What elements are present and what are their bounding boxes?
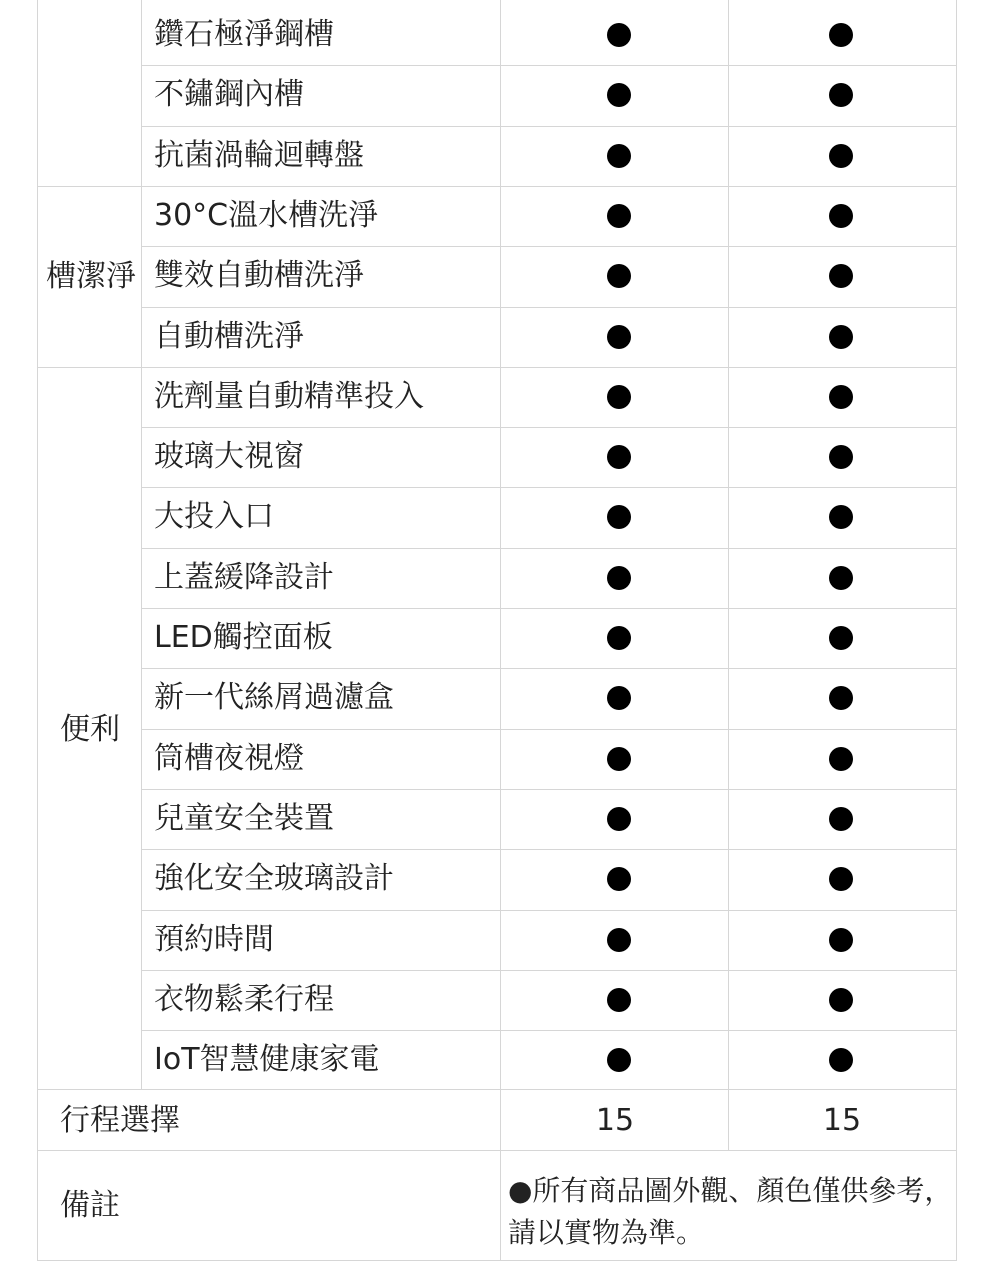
feature-dot-model-b <box>829 204 853 228</box>
program-value-a: 15 <box>595 1103 635 1138</box>
row-divider <box>141 246 957 247</box>
feature-dot-model-a <box>607 566 631 590</box>
feature-label: 鑽石極淨鋼槽 <box>154 17 334 52</box>
feature-dot-model-b <box>829 566 853 590</box>
row-divider <box>141 729 957 730</box>
table-bottom-border <box>37 1260 957 1261</box>
feature-dot-model-b <box>829 264 853 288</box>
row-divider <box>141 668 957 669</box>
feature-dot-model-b <box>829 686 853 710</box>
row-divider <box>141 126 957 127</box>
feature-label: 衣物鬆柔行程 <box>154 981 334 1017</box>
feature-label: LED觸控面板 <box>154 620 333 655</box>
remarks-text-line1: ●所有商品圖外觀、顏色僅供參考， <box>508 1174 953 1207</box>
feature-dot-model-b <box>829 807 853 831</box>
row-divider <box>141 1030 957 1031</box>
feature-dot-model-b <box>829 83 853 107</box>
feature-dot-model-a <box>607 144 631 168</box>
program-label: 行程選擇 <box>60 1103 180 1138</box>
feature-label: 上蓋緩降設計 <box>154 559 334 595</box>
table-left-border <box>37 0 38 1261</box>
feature-dot-model-a <box>607 23 631 47</box>
feature-label: 洗劑量自動精準投入 <box>154 378 424 414</box>
feature-label: 大投入口 <box>154 499 274 535</box>
feature-dot-model-a <box>607 1048 631 1072</box>
value-column-divider <box>500 0 501 1261</box>
category-divider <box>37 367 957 368</box>
row-divider <box>141 548 957 549</box>
feature-dot-model-b <box>829 505 853 529</box>
program-value-b: 15 <box>822 1103 862 1138</box>
feature-dot-model-a <box>607 385 631 409</box>
feature-dot-model-a <box>607 204 631 228</box>
feature-label: 兒童安全裝置 <box>154 800 334 836</box>
feature-dot-model-a <box>607 988 631 1012</box>
feature-label: 雙效自動槽洗淨 <box>154 258 364 294</box>
category-column-divider <box>141 0 142 1089</box>
feature-dot-model-a <box>607 325 631 349</box>
remarks-label: 備註 <box>60 1188 120 1223</box>
row-divider <box>141 910 957 911</box>
feature-label: 強化安全玻璃設計 <box>154 861 394 897</box>
feature-label: 30°C溫水槽洗淨 <box>154 197 379 233</box>
feature-label: 新一代絲屑過濾盒 <box>154 680 394 716</box>
model-column-divider <box>728 0 729 1150</box>
row-divider <box>141 487 957 488</box>
section-divider <box>37 1150 957 1151</box>
feature-dot-model-b <box>829 325 853 349</box>
feature-dot-model-a <box>607 264 631 288</box>
row-divider <box>141 307 957 308</box>
row-divider <box>141 789 957 790</box>
row-divider <box>141 427 957 428</box>
category-tub-clean: 槽潔淨 <box>46 259 136 294</box>
feature-label: 抗菌渦輪迴轉盤 <box>154 137 364 173</box>
feature-dot-model-b <box>829 626 853 650</box>
feature-label: 玻璃大視窗 <box>154 439 304 475</box>
remarks-text-line2: 請以實物為準。 <box>508 1216 705 1249</box>
feature-dot-model-b <box>829 1048 853 1072</box>
feature-label: 自動槽洗淨 <box>154 318 304 354</box>
feature-dot-model-a <box>607 807 631 831</box>
feature-dot-model-a <box>607 867 631 891</box>
feature-dot-model-a <box>607 445 631 469</box>
feature-dot-model-a <box>607 505 631 529</box>
table-right-border <box>956 0 957 1261</box>
feature-dot-model-b <box>829 747 853 771</box>
feature-label: 筒槽夜視燈 <box>154 740 304 776</box>
row-divider <box>141 970 957 971</box>
feature-dot-model-a <box>607 928 631 952</box>
row-divider <box>141 608 957 609</box>
row-divider <box>141 849 957 850</box>
feature-dot-model-b <box>829 928 853 952</box>
section-divider <box>37 1089 957 1090</box>
feature-label: IoT智慧健康家電 <box>154 1042 380 1078</box>
category-convenience: 便利 <box>60 712 120 747</box>
feature-dot-model-b <box>829 867 853 891</box>
feature-dot-model-a <box>607 83 631 107</box>
feature-label: 預約時間 <box>154 921 274 957</box>
feature-dot-model-a <box>607 686 631 710</box>
feature-dot-model-a <box>607 747 631 771</box>
feature-dot-model-b <box>829 445 853 469</box>
feature-dot-model-b <box>829 23 853 47</box>
feature-dot-model-b <box>829 385 853 409</box>
feature-dot-model-b <box>829 144 853 168</box>
feature-label: 不鏽鋼內槽 <box>154 77 304 113</box>
category-divider <box>37 186 957 187</box>
row-divider <box>141 65 957 66</box>
feature-dot-model-b <box>829 988 853 1012</box>
feature-dot-model-a <box>607 626 631 650</box>
